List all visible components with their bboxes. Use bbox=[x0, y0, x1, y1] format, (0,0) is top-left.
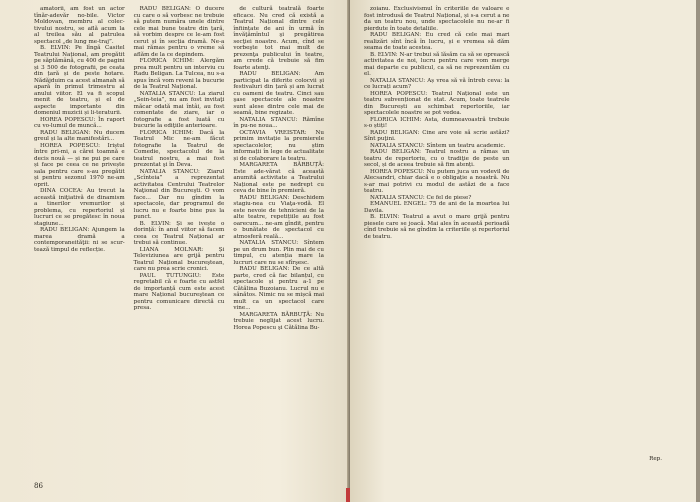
paragraph: RADU BELIGAN: Cine are voie să scrie astăzi? Sînt puţini. bbox=[364, 129, 510, 142]
paragraph: NATALIA STANCU: La ziarul „Sein-teia”, nu am fost invitaţi măcar odată mai întâi, au fost comentate de ziare, iar o fotografie a fost luată cu bucurie la ediţiile anterioare. bbox=[133, 90, 225, 129]
paragraph: FLORICA ICHIM: Alergăm prea mult pentru un interviu cu Radu Beligan. La Tulcea, nu s-a spus încă vom reveni la bucurie de la Teatrul Național. bbox=[133, 58, 225, 90]
paragraph: PAUL TUTUNGIU: Este regretabil că e foarte cu astfel de importanță cum este acest mare Național bucureştean ce pentru comunicare directă cu presa. bbox=[133, 272, 225, 311]
paragraph: NATALIA STANCU: Ziarul „Scînteia” a reprezentat activitatea Centrului Teatrelor Naţional din Bucureşti. O vom face... Dar nu gîndim la spectacole, dar programul de lucru nu e foarte bine pus la punct. bbox=[133, 168, 225, 220]
paragraph: B. ELVIN: Pe lîngă Casitel Teatrului Național, am pregătit pe săptămână, cu 400 de pagini și 3 500 de fotografii, pe ceata din țară și de peste hotare. Nădăjduim ca acest almanah să apară în primul trimestru al anului viitor. El va fi scopul menit de teatru, și el de aspecte importante din domeniul muzicii și li-teraturii. bbox=[34, 45, 125, 116]
paragraph: NATALIA STANCU: Ce fel de piese? bbox=[370, 194, 472, 201]
right-page-columns bbox=[364, 6, 664, 240]
paragraph: B. ELVIN: Teatrul a avut o mare grijă pentru piesele care se joacă. Mai ales în această perioadă cînd trebuie să ne gîndim la criteriile și repertoriul de teatru. bbox=[364, 214, 510, 240]
paragraph: MARGARETA BĂRBUŢĂ: Nu trebuie neglijat acest lucru. Horea Popescu şi Cătălina Bu- bbox=[233, 311, 325, 331]
paragraph: RADU BELIGAN: Teatrul nostru a rămas un teatru de repertoriu, cu o tradiţie de peste un secol, și de aceea trebuie să fim atenți. bbox=[364, 149, 510, 168]
paragraph: HOREA POPESCU: Nu putem juca un vodevil de Alecsandri, chiar dacă e o obligație a noastră. Nu s-ar mai potrivi cu modul de astăzi de a face teatru. bbox=[364, 168, 510, 194]
paragraph: B. ELVIN: Și se ivește o dorință: în anul viitor să facem ceea ce Teatrul Național ar trebui să continue. bbox=[133, 220, 225, 246]
left-column-3 bbox=[233, 6, 324, 331]
paragraph: RADU BELIGAN: Am participat la diferite colocvii și festivaluri din țară și am lucrat cu oameni de teatru. Cinci sau şase spectacole ale noastre sunt alese dintre cele mai de seamă, bine regizate. bbox=[233, 71, 325, 116]
paragraph: NATALIA STANCU: Sîntem pe un drum bun. Plin mai de cu timpul, cu atenția mare la lucruri care nu se sfîrşesc. bbox=[233, 240, 325, 266]
paragraph: FLORICA ICHIM: Asta, dumneavoastră trebuie s-o știți! bbox=[364, 116, 510, 129]
paragraph: NATALIA STANCU: Rămîne în pu-ne noua... bbox=[233, 116, 325, 129]
page-edge bbox=[696, 0, 700, 502]
paragraph: NATALIA STANCU: Sîntem un teatru academic. bbox=[370, 142, 506, 149]
left-column-2 bbox=[134, 6, 225, 331]
paragraph: DINA COCEA: Au trecut la această iniţiativă de dinamism a tinerilor vremurilor și problema, cu repertoriul și lucruri ce se pregătesc în noua stagiune... bbox=[34, 188, 125, 227]
paragraph: amatorii, am fost un actor tînăr-adevăr no-bile. Victor Moldovan, membru al colec-tivului nostru, se află acum la al treilea său al patrulea spectacol „de lung me-traj”. bbox=[34, 6, 125, 45]
paragraph: MARGARETA BĂRBUȚĂ: Este ade-vărat că această anumită activitate a Teatrului Național este pe nedrept cu ceva de bine în premieră. bbox=[233, 162, 325, 194]
page-number: 86 bbox=[34, 482, 43, 490]
paragraph: B. ELVIN: N-ar trebui să lăsăm ca să se oprească activitatea de noi, lucru pentru care vom merge mai departe cu publicul, ca să ne reprezentăm cu el. bbox=[364, 51, 510, 77]
right-page bbox=[350, 0, 700, 502]
paragraph: RADU BELIGAN: Ajungem la marea dramă a contemporaneităţii: ni se scur-tează timpul de reflecție. bbox=[34, 227, 125, 253]
paragraph: RADU BELIGAN: De ce altă parte, cred că fac bilanțul, cu spectacole și pentru a-1 pe Cătălina Buzoianu. Lucrul nu e sănătos. Nimic nu se mișcă mai mult ca un spectacol care vine... bbox=[233, 266, 325, 311]
paragraph: EMANUEL ENGEL: 75 de ani de la moartea lui Davila. bbox=[364, 201, 510, 214]
paragraph: HOREA POPESCU: Teatrul Național este un teatru subvenționat de stat. Acum, toate teatrele din București au schimbat repertoriile, iar spectacolele noastre se pot vedea. bbox=[364, 90, 510, 116]
paragraph: OCTAVIA VREISTAR: Nu primim invitație la premierele spectacolelor, nu știm informații în lege de actualitate și de colaborare la teatru. bbox=[233, 129, 325, 162]
paragraph: LIANA MOLNAR: Și Televiziunea are grijă pentru Teatrul Național bucureştean, care nu prea scrie cronici. bbox=[133, 246, 225, 272]
rep-signature: Rep. bbox=[649, 456, 662, 462]
paragraph: RADU BELIGAN: Nu ducem greul și la alte manifestări... bbox=[34, 129, 125, 142]
paragraph: zoianu. Exclusivismul în criteriile de valoare e fost introdusă de Teatrul Național, și s-a cerut a ne da un teatru nou, unde spectacolele nu ne-ar fi pierdute în toate detaliile. bbox=[364, 6, 510, 32]
paragraph: HOREA POPESCU: Iriștul între pri-mi, a cărei toamnă e decis nouă — și ne pui pe care și face pe ceea ce ne privește sala pentru care s-au pregătit și pentru sezonul 1970 ne-am oprit. bbox=[34, 142, 125, 188]
right-column-2-blank bbox=[519, 6, 665, 240]
left-page-columns bbox=[34, 6, 324, 331]
paragraph: de cultură teatrală foarte eficace. Nu cred că există a Teatrul Național dintre cele înființate de ani în urmă în învăţămîntul şi pregătirea secţiei noastre. Acum, cînd se vorbeşte tot mai mult de prezenţa publicului în teatre, am crede că trebuie să fim foarte atenţi. bbox=[233, 6, 325, 71]
paragraph: RADU BELIGAN: O ducere cu care o să vorbesc ne trebuie să putem număra unele dintre cele mai bune teatre din țară, să vorbim despre ce le-am fost cerut și în secția dramă. Ne-a mai rămas pentru o vreme să aflăm de la ce depindem. bbox=[133, 6, 225, 58]
right-column-1 bbox=[364, 6, 510, 240]
paragraph: RADU BELIGAN: Eu cred că cele mai mari realizări sînt încă în lucru, și e vremea să dăm seama de toate acestea. bbox=[364, 32, 510, 51]
paragraph: RADU BELIGAN: Deschidem stagiu-nea cu Viaţa-vodă. El este nevoie de tehnicieni de la alte teatre, repetițiile au fost oarecum... ne-am gîndit, pentru o bunătate de spectacol cu atmosferă reală... bbox=[233, 194, 325, 240]
paragraph: FLORICA ICHIM: Dacă la Teatrul Mic ne-am făcut fotografie la Teatrul de Comedie, spectacolul de la teatrul nostru, a mai fost prezentat şi în Deva. bbox=[133, 129, 225, 168]
paragraph: HOREA POPESCU: În raport cu vo-lumul de muncă... bbox=[34, 116, 125, 129]
left-column-1 bbox=[34, 6, 125, 331]
paragraph: NATALIA STANCU: Aș vrea să vă întreb ceva: la ce lucrați acum? bbox=[364, 77, 510, 90]
